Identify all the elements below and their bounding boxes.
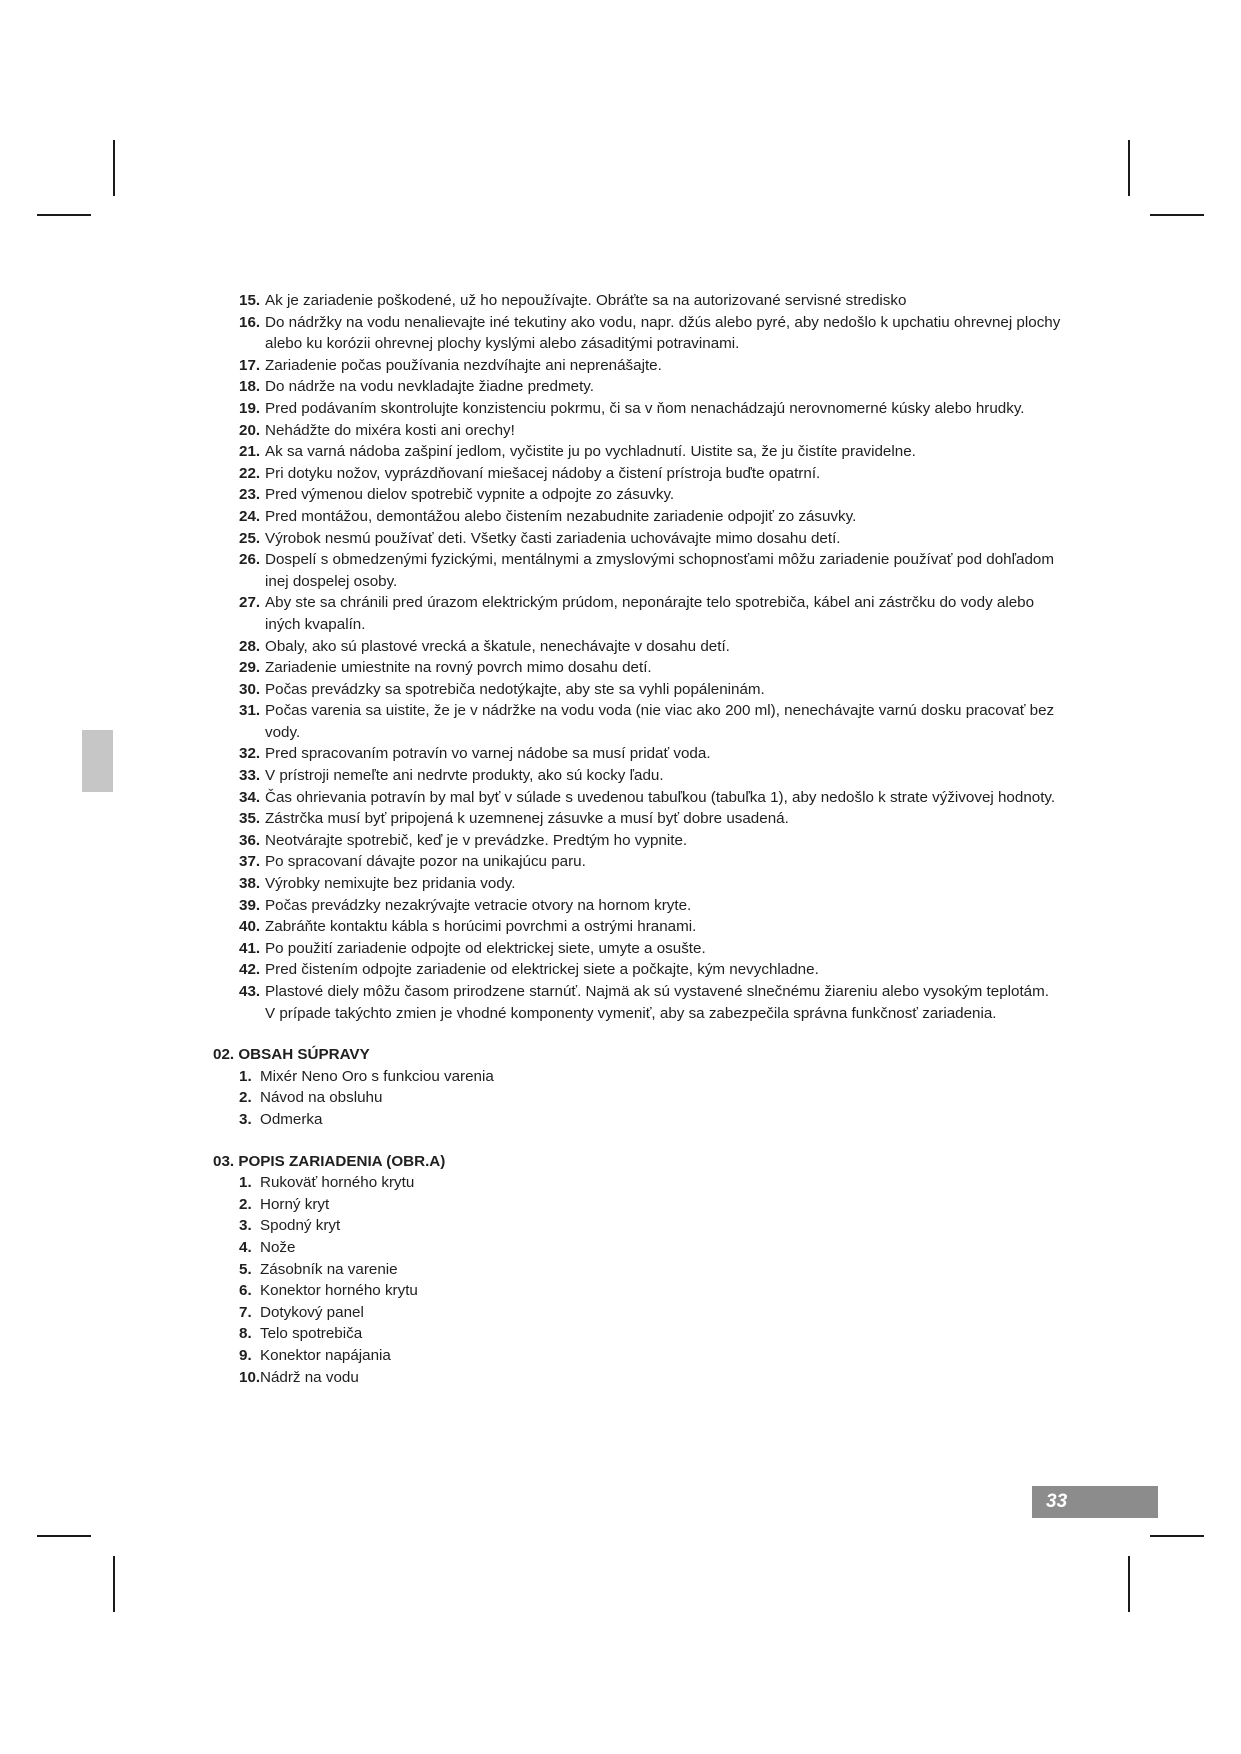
item-text: Po použití zariadenie odpojte od elektrickej siete, umyte a osušte. [265, 939, 706, 957]
item-number: 4. [239, 1238, 252, 1256]
item-number: 34. [239, 788, 261, 806]
description-item [213, 1345, 1063, 1367]
safety-item [213, 398, 1063, 420]
item-text: Aby ste sa chránili pred úrazom elektrickým prúdom, neponárajte telo spotrebiča, kábel ani zástrčku do vody alebo iných kvapalín. [265, 594, 1035, 633]
item-text: Zariadenie počas používania nezdvíhajte ani neprenášajte. [265, 356, 662, 374]
item-number: 1. [239, 1174, 252, 1192]
item-text: Telo spotrebiča [260, 1325, 363, 1343]
safety-instructions-list [213, 290, 1063, 1024]
item-number: 37. [239, 853, 261, 871]
item-text: Odmerka [260, 1110, 323, 1128]
safety-item [213, 830, 1063, 852]
item-text: Spodný kryt [260, 1217, 341, 1235]
item-number: 26. [239, 551, 261, 569]
description-item [213, 1194, 1063, 1216]
safety-item [213, 376, 1063, 398]
item-number: 9. [239, 1346, 252, 1364]
item-text: Čas ohrievania potravín by mal byť v súlade s uvedenou tabuľkou (tabuľka 1), aby nedošlo k strate výživovej hodnoty. [265, 788, 1056, 806]
item-text: Pred čistením odpojte zariadenie od elektrickej siete a počkajte, kým nevychladne. [265, 961, 819, 979]
item-number: 21. [239, 443, 261, 461]
item-number: 10. [239, 1368, 261, 1386]
crop-mark-bottom-left-vertical [113, 1556, 115, 1612]
item-number: 3. [239, 1217, 252, 1235]
item-number: 19. [239, 399, 261, 417]
item-text: Nože [260, 1238, 296, 1256]
description-item [213, 1172, 1063, 1194]
item-number: 8. [239, 1325, 252, 1343]
item-text: Obaly, ako sú plastové vrecká a škatule, nenechávajte v dosahu detí. [265, 637, 730, 655]
contents-item [213, 1066, 1063, 1088]
item-number: 24. [239, 507, 261, 525]
safety-item [213, 679, 1063, 701]
crop-mark-top-left-vertical [113, 140, 115, 196]
item-number: 30. [239, 680, 261, 698]
safety-item [213, 592, 1063, 635]
safety-item [213, 484, 1063, 506]
description-item [213, 1215, 1063, 1237]
safety-item [213, 700, 1063, 743]
description-item [213, 1259, 1063, 1281]
item-text: Zásobník na varenie [260, 1260, 398, 1278]
item-number: 38. [239, 875, 261, 893]
item-number: 23. [239, 486, 261, 504]
item-number: 39. [239, 896, 261, 914]
item-text: Počas prevádzky nezakrývajte vetracie otvory na hornom kryte. [265, 896, 692, 914]
item-text: Horný kryt [260, 1195, 330, 1213]
item-number: 1. [239, 1067, 252, 1085]
item-number: 17. [239, 356, 261, 374]
item-text: Výrobok nesmú používať deti. Všetky časti zariadenia uchovávajte mimo dosahu detí. [265, 529, 841, 547]
crop-mark-top-right-vertical [1128, 140, 1130, 196]
item-text: Výrobky nemixujte bez pridania vody. [265, 875, 516, 893]
safety-item [213, 959, 1063, 981]
item-number: 2. [239, 1089, 252, 1107]
item-number: 5. [239, 1260, 252, 1278]
item-number: 40. [239, 918, 261, 936]
item-text: Konektor horného krytu [260, 1282, 418, 1300]
safety-item [213, 873, 1063, 895]
item-number: 7. [239, 1303, 252, 1321]
item-text: Nádrž na vodu [260, 1368, 359, 1386]
item-number: 31. [239, 702, 261, 720]
item-number: 2. [239, 1195, 252, 1213]
item-number: 41. [239, 939, 261, 957]
item-text: Plastové diely môžu časom prirodzene starnúť. Najmä ak sú vystavené slnečnému žiareniu alebo vysokým teplotám. V prípade takýchto zmien je vhodné komponenty vymeniť, aby sa zabezpečila správna funkčnosť zariadenia. [265, 983, 1049, 1022]
crop-mark-bottom-left-horizontal [37, 1535, 91, 1537]
item-text: Do nádrže na vodu nevkladajte žiadne predmety. [265, 378, 594, 396]
item-text: Pri dotyku nožov, vyprázdňovaní miešacej nádoby a čistení prístroja buďte opatrní. [265, 464, 821, 482]
crop-mark-top-left-horizontal [37, 214, 91, 216]
safety-item [213, 657, 1063, 679]
item-text: Zástrčka musí byť pripojená k uzemnenej zásuvke a musí byť dobre usadená. [265, 810, 789, 828]
item-text: Ak je zariadenie poškodené, už ho nepoužívajte. Obráťte sa na autorizované servisné stredisko [265, 292, 907, 309]
item-text: Pred výmenou dielov spotrebič vypnite a odpojte zo zásuvky. [265, 486, 675, 504]
description-item [213, 1280, 1063, 1302]
item-number: 3. [239, 1110, 252, 1128]
side-tab-marker [82, 730, 113, 792]
item-text: Počas prevádzky sa spotrebiča nedotýkajte, aby ste sa vyhli popáleninám. [265, 680, 765, 698]
item-text: Nehádžte do mixéra kosti ani orechy! [265, 421, 515, 439]
safety-item [213, 743, 1063, 765]
item-text: Zariadenie umiestnite na rovný povrch mimo dosahu detí. [265, 659, 652, 677]
item-number: 16. [239, 313, 261, 331]
contents-item [213, 1109, 1063, 1131]
safety-item [213, 938, 1063, 960]
safety-item [213, 528, 1063, 550]
safety-item [213, 420, 1063, 442]
item-number: 18. [239, 378, 261, 396]
description-item [213, 1367, 1063, 1389]
safety-item [213, 981, 1063, 1024]
item-number: 6. [239, 1282, 252, 1300]
item-number: 27. [239, 594, 261, 612]
item-text: Mixér Neno Oro s funkciou varenia [260, 1067, 494, 1085]
item-text: Návod na obsluhu [260, 1089, 383, 1107]
contents-list [213, 1066, 1063, 1131]
section-title-description: 03. POPIS ZARIADENIA (OBR.A) [213, 1152, 446, 1170]
safety-item [213, 549, 1063, 592]
safety-item [213, 851, 1063, 873]
page-number: 33 [1032, 1486, 1158, 1518]
safety-item [213, 808, 1063, 830]
document-body [213, 290, 1063, 1388]
item-text: Pred spracovaním potravín vo varnej nádobe sa musí pridať voda. [265, 745, 711, 763]
item-number: 35. [239, 810, 261, 828]
item-number: 29. [239, 659, 261, 677]
item-text: Zabráňte kontaktu kábla s horúcimi povrchmi a ostrými hranami. [265, 918, 697, 936]
safety-item [213, 290, 1063, 312]
item-text: Pred montážou, demontážou alebo čistením nezabudnite zariadenie odpojiť zo zásuvky. [265, 507, 857, 525]
item-number: 20. [239, 421, 261, 439]
contents-item [213, 1087, 1063, 1109]
item-text: V prístroji nemeľte ani nedrvte produkty, ako sú kocky ľadu. [265, 767, 664, 785]
description-item [213, 1323, 1063, 1345]
safety-item [213, 312, 1063, 355]
item-text: Dotykový panel [260, 1303, 364, 1321]
safety-item [213, 636, 1063, 658]
safety-item [213, 787, 1063, 809]
item-number: 33. [239, 767, 261, 785]
safety-item [213, 441, 1063, 463]
item-text: Po spracovaní dávajte pozor na unikajúcu paru. [265, 853, 586, 871]
item-number: 43. [239, 983, 261, 1000]
safety-item [213, 463, 1063, 485]
item-number: 42. [239, 961, 261, 979]
description-item [213, 1302, 1063, 1324]
section-title-contents: 02. OBSAH SÚPRAVY [213, 1046, 370, 1064]
item-number: 36. [239, 831, 261, 849]
safety-item [213, 916, 1063, 938]
item-text: Rukoväť horného krytu [260, 1174, 415, 1192]
item-number: 15. [239, 292, 261, 309]
crop-mark-bottom-right-horizontal [1150, 1535, 1204, 1537]
description-item [213, 1237, 1063, 1259]
item-text: Neotvárajte spotrebič, keď je v prevádzke. Predtým ho vypnite. [265, 831, 688, 849]
crop-mark-top-right-horizontal [1150, 214, 1204, 216]
item-number: 22. [239, 464, 261, 482]
item-text: Pred podávaním skontrolujte konzistenciu pokrmu, či sa v ňom nenachádzajú nerovnomerné kúsky alebo hrudky. [265, 399, 1025, 417]
safety-item [213, 506, 1063, 528]
item-text: Dospelí s obmedzenými fyzickými, mentálnymi a zmyslovými schopnosťami môžu zariadenie používať pod dohľadom inej dospelej osoby. [265, 551, 1055, 590]
safety-item [213, 355, 1063, 377]
item-number: 32. [239, 745, 261, 763]
item-text: Počas varenia sa uistite, že je v nádržke na vodu voda (nie viac ako 200 ml), nenechávajte varnú dosku pracovať bez vody. [265, 702, 1055, 741]
item-text: Ak sa varná nádoba zašpiní jedlom, vyčistite ju po vychladnutí. Uistite sa, že ju čistíte pravidelne. [265, 443, 916, 461]
item-text: Do nádržky na vodu nenalievajte iné tekutiny ako vodu, napr. džús alebo pyré, aby nedošlo k upchatiu ohrevnej plochy alebo ku korózii ohrevnej plochy kyslými alebo zásaditými potravinami. [265, 313, 1061, 353]
item-number: 28. [239, 637, 261, 655]
item-text: Konektor napájania [260, 1346, 391, 1364]
crop-mark-bottom-right-vertical [1128, 1556, 1130, 1612]
safety-item [213, 765, 1063, 787]
description-list [213, 1172, 1063, 1388]
item-number: 25. [239, 529, 261, 547]
safety-item [213, 895, 1063, 917]
